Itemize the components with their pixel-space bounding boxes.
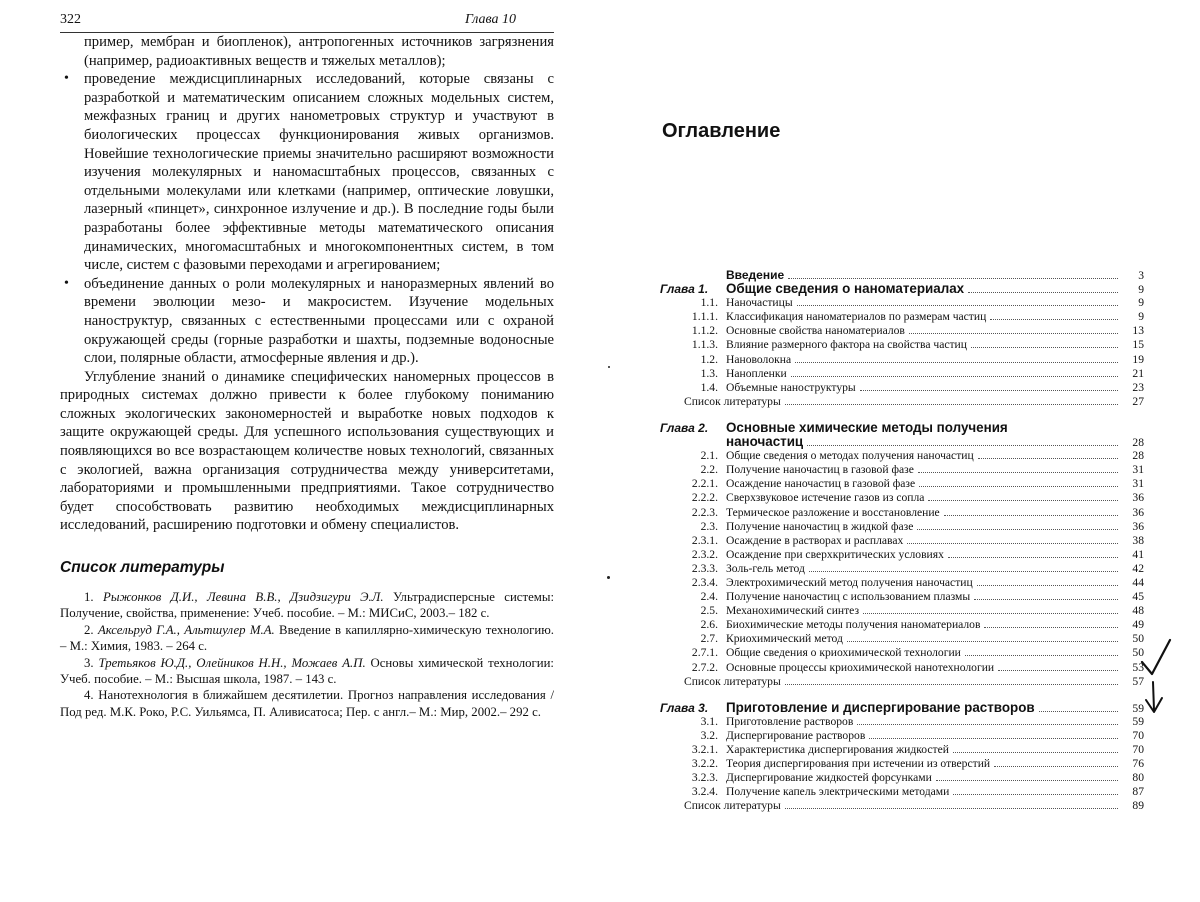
toc-entry-label: Приготовление растворов	[726, 714, 854, 728]
dot-leader	[785, 675, 1118, 685]
toc-entry-label: Общие сведения о наноматериалах	[726, 281, 965, 297]
dot-leader	[907, 534, 1118, 544]
print-speck	[608, 366, 610, 368]
toc-entry-label: Список литературы	[684, 799, 781, 813]
toc-entry-label: Введение	[726, 268, 785, 282]
dot-leader	[857, 715, 1118, 725]
bullet-item: • объединение данных о роли молекулярных и наноразмерных явлений во времени эволюции мезо- и макросистем. Изучение модельных наноструктур, связанных с естественными процессами или с охраной окружающей среды (горные разработки и шахты, подземные водоносные слои, полярные области, атмосферные явления и др.).	[60, 275, 554, 368]
toc-entry-page: 70	[1132, 743, 1144, 756]
toc-entry-label: Объемные наноструктуры	[726, 380, 856, 394]
toc-entry-page: 87	[1132, 785, 1144, 799]
toc-entry-label: Теория диспергирования при истечении из отверстий	[726, 757, 991, 771]
toc-entry-page: 36	[1132, 519, 1144, 533]
toc-entry-page: 80	[1132, 771, 1144, 785]
reference-number: 1.	[84, 590, 94, 605]
toc-entry-page: 59	[1132, 701, 1144, 715]
toc-entry-page: 89	[1132, 799, 1144, 813]
reference-text: Введение в капиллярно-химическую технологию. – М.: Химия, 1983. – 264 с.	[60, 622, 554, 654]
reference-authors: Рыжонков Д.И., Левина В.В., Дзидзигури Э.Л.	[103, 590, 384, 605]
toc-entry[interactable]	[660, 310, 1144, 324]
toc-entry-label: Получение наночастиц в жидкой фазе	[726, 519, 914, 533]
toc-entry-label: Биохимические методы получения наноматериалов	[726, 618, 981, 632]
checkmark-icon	[1142, 640, 1170, 674]
dot-leader	[953, 743, 1118, 753]
toc-entry-page: 70	[1132, 728, 1144, 742]
toc-entry[interactable]	[660, 646, 1144, 660]
toc-entry[interactable]	[660, 381, 1144, 395]
toc-entry[interactable]	[660, 604, 1144, 618]
toc-entry-number: 3.2.4.	[691, 785, 718, 799]
reference-text: Основы химической технологии: Учеб. пособие. – М.: Высшая школа, 1987. – 143 с.	[60, 655, 554, 687]
toc-entry-number: Глава 1.	[660, 282, 709, 297]
toc-entry-number: 2.3.2.	[691, 547, 718, 561]
toc-entry-label: Получение капель электрическими методами	[726, 785, 950, 799]
toc-entry-label: Список литературы	[684, 394, 781, 408]
reference-authors: Аксельруд Г.А., Альтшулер М.А.	[97, 622, 275, 637]
toc-entry[interactable]	[660, 477, 1144, 491]
page-number: 322	[60, 12, 81, 27]
toc-entry-label: Золь-гель метод	[726, 561, 805, 575]
dot-leader	[978, 449, 1118, 459]
toc-entry[interactable]	[660, 618, 1144, 632]
toc-entry-label: Основные процессы криохимической нанотехнологии	[726, 660, 995, 674]
toc-entry-label: Осаждение наночастиц в газовой фазе	[726, 477, 916, 491]
dot-leader	[977, 576, 1118, 586]
toc-entry[interactable]	[660, 534, 1144, 548]
toc-entry-number: 2.7.1.	[691, 646, 718, 660]
toc-entry-page: 9	[1138, 310, 1144, 324]
toc-entry-label: Диспергирование жидкостей форсунками	[726, 771, 932, 785]
toc-entry-number: 2.2.2.	[691, 491, 718, 505]
toc-entry-number: 1.1.2.	[691, 324, 718, 338]
dot-leader	[990, 310, 1118, 320]
toc-entry-number: 2.1.	[700, 449, 718, 463]
toc-entry-number: 1.1.1.	[691, 310, 718, 324]
toc-entry-page: 36	[1132, 505, 1144, 519]
toc-entry-number: 1.3.	[700, 366, 718, 380]
toc-entry-label: Список литературы	[684, 674, 781, 688]
toc-entry-page: 45	[1132, 590, 1144, 604]
dot-leader	[863, 604, 1118, 614]
dot-leader	[953, 785, 1118, 795]
toc-entry-page: 31	[1132, 463, 1144, 477]
dot-leader	[809, 562, 1118, 572]
dot-leader	[909, 324, 1118, 334]
dot-leader	[788, 269, 1118, 279]
table-of-contents	[660, 268, 1144, 813]
toc-entry-label: Влияние размерного фактора на свойства частиц	[726, 338, 967, 352]
toc-entry-page: 28	[1132, 436, 1144, 450]
toc-entry-number: 3.1.	[700, 714, 718, 728]
dot-leader	[917, 520, 1118, 530]
reference-item	[60, 655, 554, 688]
toc-entry[interactable]	[660, 449, 1144, 463]
toc-entry-number: 2.4.	[700, 590, 718, 604]
toc-entry-label: Общие сведения о криохимической технологии	[726, 646, 961, 660]
toc-spacer	[660, 689, 1144, 701]
dot-leader	[994, 757, 1118, 767]
toc-entry[interactable]	[660, 562, 1144, 576]
toc-entry[interactable]	[660, 576, 1144, 590]
dot-leader	[919, 477, 1118, 487]
toc-entry-number: 2.6.	[700, 618, 718, 632]
toc-entry[interactable]	[660, 282, 1144, 296]
toc-entry[interactable]	[660, 548, 1144, 562]
dot-leader	[860, 381, 1118, 391]
toc-entry-page: 9	[1138, 283, 1144, 297]
reference-text: Ультрадисперсные системы: Получение, свойства, применение: Учеб. пособие. – М.: МИСиС, 2003.– 182 с.	[60, 590, 554, 621]
toc-entry[interactable]	[660, 367, 1144, 381]
toc-entry-label: Осаждение при сверхкритических условиях	[726, 547, 944, 561]
reference-authors: Третьяков Ю.Д., Олейников Н.Н., Можаев А.П.	[98, 655, 366, 670]
toc-entry-number: 2.3.4.	[691, 575, 718, 589]
toc-entry-label: Электрохимический метод получения наночастиц	[726, 575, 973, 589]
dot-leader	[968, 283, 1118, 293]
toc-entry-number: 3.2.2.	[691, 757, 718, 771]
arrow-down-icon	[1146, 682, 1162, 712]
toc-entry-label: Нановолокна	[726, 352, 792, 366]
toc-entry-label: Диспергирование растворов	[726, 728, 866, 742]
toc-entry[interactable]	[660, 506, 1144, 520]
toc-entry-label: Нанопленки	[726, 366, 787, 380]
toc-entry-number: 1.1.3.	[691, 338, 718, 352]
toc-entry[interactable]	[660, 463, 1144, 477]
toc-entry-page: 19	[1132, 352, 1144, 366]
dot-leader	[791, 367, 1118, 377]
dot-leader	[998, 661, 1118, 671]
print-speck	[607, 576, 610, 579]
dot-leader	[965, 646, 1118, 656]
toc-entry-number: 1.1.	[700, 296, 718, 310]
toc-entry-page: 53	[1132, 660, 1144, 674]
dot-leader	[797, 296, 1118, 306]
toc-entry-page: 28	[1132, 449, 1144, 463]
toc-entry-page: 38	[1132, 533, 1144, 547]
toc-entry[interactable]	[660, 520, 1144, 534]
toc-entry-page: 57	[1132, 674, 1144, 688]
page-title: Оглавление	[662, 120, 781, 142]
toc-entry[interactable]	[660, 729, 1144, 743]
toc-entry-label: Основные свойства наноматериалов	[726, 324, 905, 338]
toc-entry[interactable]	[660, 491, 1144, 505]
toc-entry-label: Классификация наноматериалов по размерам частиц	[726, 310, 987, 324]
toc-entry-number: Глава 3.	[660, 700, 709, 715]
dot-leader	[1039, 702, 1118, 712]
toc-entry-page: 50	[1132, 646, 1144, 660]
chapter-running-title: Глава 10	[465, 12, 516, 27]
toc-entry-page: 41	[1132, 547, 1144, 561]
toc-entry-page: 49	[1132, 618, 1144, 632]
toc-entry-page: 15	[1132, 338, 1144, 352]
toc-entry-number: 2.3.	[700, 519, 718, 533]
toc-entry-number: 2.3.1.	[691, 533, 718, 547]
dot-leader	[807, 436, 1118, 446]
toc-entry[interactable]	[660, 675, 1144, 689]
toc-entry[interactable]	[660, 785, 1144, 799]
toc-entry[interactable]	[660, 632, 1144, 646]
toc-entry-label: Общие сведения о методах получения наночастиц	[726, 449, 974, 463]
toc-entry[interactable]	[660, 743, 1144, 757]
dot-leader	[948, 548, 1118, 558]
toc-entry[interactable]	[660, 757, 1144, 771]
toc-entry-page: 76	[1132, 757, 1144, 771]
toc-entry-number: 3.2.	[700, 728, 718, 742]
toc-entry[interactable]	[660, 590, 1144, 604]
toc-entry-page: 13	[1132, 324, 1144, 338]
toc-entry-label: Наночастицы	[726, 296, 793, 310]
running-head	[60, 10, 554, 33]
toc-entry[interactable]	[660, 435, 1144, 449]
body-text	[60, 33, 554, 535]
dot-leader	[795, 353, 1118, 363]
reference-number: 4.	[84, 688, 94, 703]
toc-entry-label: Характеристика диспергирования жидкостей	[726, 743, 949, 756]
dot-leader	[785, 395, 1118, 405]
toc-entry[interactable]	[660, 421, 1144, 435]
reference-item	[60, 622, 554, 655]
dot-leader	[785, 799, 1118, 809]
toc-entry[interactable]	[660, 324, 1144, 338]
dot-leader	[936, 771, 1118, 781]
reference-number: 3.	[84, 655, 94, 670]
dot-leader	[984, 618, 1118, 628]
toc-entry-number: 3.2.1.	[691, 743, 718, 756]
reference-item	[60, 589, 554, 622]
toc-entry-label: Термическое разложение и восстановление	[726, 505, 940, 519]
toc-entry-page: 50	[1132, 632, 1144, 646]
handwritten-marks	[1140, 638, 1190, 728]
toc-entry-page: 48	[1132, 604, 1144, 618]
toc-entry-label: Основные химические методы получения	[726, 419, 1008, 435]
toc-entry[interactable]	[660, 771, 1144, 785]
toc-entry-label: Получение наночастиц в газовой фазе	[726, 463, 914, 477]
toc-entry-page: 21	[1132, 366, 1144, 380]
toc-entry-page: 42	[1132, 561, 1144, 575]
reference-number: 2.	[84, 622, 94, 637]
dot-leader	[869, 729, 1118, 739]
reference-text: Нанотехнология в ближайшем десятилетии. Прогноз направления исследования / Под ред. М.К. Роко, Р.С. Уильямса, П. Аливисатоса; Пер. с англ.– М.: Мир, 2002.– 292 с.	[60, 688, 555, 719]
toc-entry-label: наночастиц	[726, 434, 804, 450]
toc-entry[interactable]	[660, 338, 1144, 352]
toc-entry-page: 44	[1132, 575, 1144, 589]
dot-leader	[971, 338, 1118, 348]
toc-entry-number: 2.2.	[700, 463, 718, 477]
toc-entry[interactable]	[660, 661, 1144, 675]
toc-entry-label: Осаждение в растворах и расплавах	[726, 533, 904, 547]
paragraph-continued: пример, мембран и биопленок), антропогенных источников загрязнения (например, радиоактивных веществ и тяжелых металлов);	[84, 34, 554, 69]
toc-entry[interactable]	[660, 268, 1144, 282]
dot-leader	[847, 632, 1118, 642]
toc-entry-label: Приготовление и диспергирование растворов	[726, 699, 1035, 715]
dot-leader	[918, 463, 1118, 473]
toc-entry[interactable]	[660, 715, 1144, 729]
toc-entry-page: 3	[1138, 269, 1144, 282]
toc-entry-page: 23	[1132, 380, 1144, 394]
toc-entry[interactable]	[660, 296, 1144, 310]
toc-entry-number: 2.5.	[700, 604, 718, 618]
toc-entry[interactable]	[660, 353, 1144, 367]
toc-entry-number: 3.2.3.	[691, 771, 718, 785]
paragraph: Углубление знаний о динамике специфических наномерных процессов в природных системах должно привести к более глубокому пониманию сложных экологических закономерностей и выработке новых подходов к защите окружающей среды. Для успешного использования существующих и появляющихся во все возрастающем количестве новых технологий, связанных с экологией, важна организация сотрудничества между университетами, лабораториями и промышленными предприятиями. Такое сотрудничество будет способствовать развитию необходимых междисциплинарных исследований, расширению подготовки и обмену специалистов.	[60, 368, 554, 534]
toc-entry-page: 36	[1132, 491, 1144, 505]
bullet-item: • проведение междисциплинарных исследований, которые связаны с разработкой и математическим описанием сложных модельных систем, межфазных границ и других нанометровых структур и участвуют в биологических процессах функционирования живых организмов. Новейшие технологические приемы значительно расширяют возможности изучения молекулярных и наномасштабных процессов, связанных с отдельными молекулами или клетками (например, оптические ловушки, лазерный «пинцет», синхронное излучение и др.). В последние годы были разработаны более эффективные методы математического описания динамических, многомасштабных и многокомпонентных систем, в том числе, систем с фазовыми переходами и агрегированием;	[60, 70, 554, 275]
toc-entry-page: 59	[1132, 714, 1144, 728]
toc-entry-number: 2.7.	[700, 632, 718, 646]
toc-entry[interactable]	[660, 701, 1144, 715]
toc-entry-number: 2.7.2.	[691, 660, 718, 674]
dot-leader	[974, 590, 1118, 600]
toc-entry[interactable]	[660, 395, 1144, 409]
toc-entry-number: 2.2.1.	[691, 477, 718, 491]
toc-entry-page: 27	[1132, 394, 1144, 408]
toc-entry-page: 9	[1138, 296, 1144, 310]
toc-entry[interactable]	[660, 799, 1144, 813]
left-page	[60, 10, 554, 720]
bibliography-heading: Список литературы	[60, 559, 225, 577]
toc-entry-label: Получение наночастиц с использованием плазмы	[726, 590, 971, 604]
reference-item	[60, 687, 554, 720]
toc-entry-label: Криохимический метод	[726, 632, 843, 646]
toc-entry-page: 31	[1132, 477, 1144, 491]
toc-entry-label: Сверхзвуковое истечение газов из сопла	[726, 491, 925, 505]
bibliography-list	[60, 589, 554, 720]
dot-leader	[944, 506, 1118, 516]
toc-entry-label: Механохимический синтез	[726, 604, 860, 618]
toc-entry-number: 2.2.3.	[691, 505, 718, 519]
dot-leader	[928, 491, 1118, 501]
toc-entry-number: Глава 2.	[660, 420, 709, 435]
toc-entry-number: 1.4.	[700, 380, 718, 394]
toc-entry-number: 1.2.	[700, 352, 718, 366]
toc-entry-number: 2.3.3.	[691, 561, 718, 575]
